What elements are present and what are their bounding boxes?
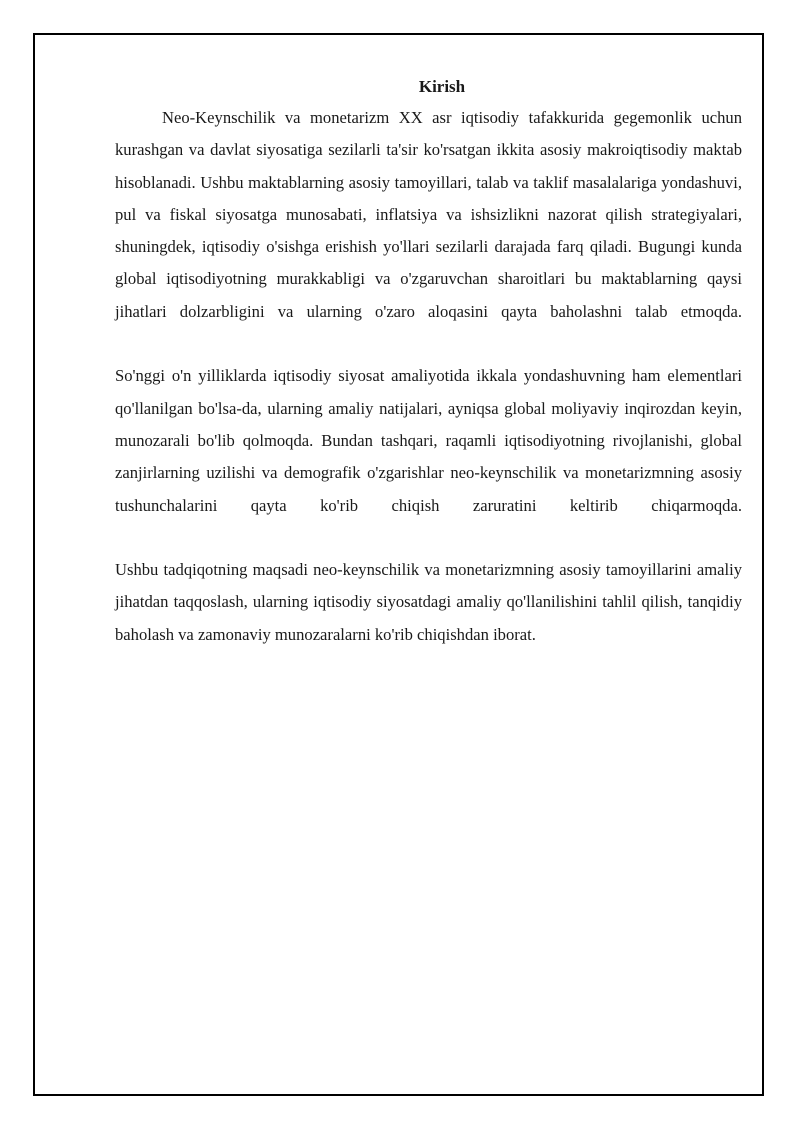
paragraph-gap [115,328,742,360]
paragraph-context: So'nggi o'n yilliklarda iqtisodiy siyosat amaliyotida ikkala yondashuvning ham elementlari qo'llanilgan bo'lsa-da, ularning amaliy natijalari, ayniqsa global moliyaviy inqirozdan keyin, munozarali bo'lib qolmoqda. Bundan tashqari, raqamli iqtisodiyotning rivojlanishi, global zanjirlarning uzilishi va demografik o'zgarishlar neo-keynschilik va monetarizmning asosiy tushunchalarini qayta ko'rib chiqish zaruratini keltirib chiqarmoqda. [115,366,742,515]
paragraph-gap [115,522,742,554]
paragraph-intro: Neo-Keynschilik va monetarizm XX asr iqtisodiy tafakkurida gegemonlik uchun kurashgan va davlat siyosatiga sezilarli ta'sir ko'rsatgan ikkita asosiy makroiqtisodiy maktab hisoblanadi. Ushbu maktablarning asosiy tamoyillari, talab va taklif masalalariga yondashuvi, pul va fiskal siyosatga munosabati, inflatsiya va ishsizlikni nazorat qilish strategiyalari, shuningdek, iqtisodiy o'sishga erishish yo'llari sezilarli darajada farq qiladi. Bugungi kunda global iqtisodiyotning murakkabligi va o'zgaruvchan sharoitlari bu maktablarning qaysi jihatlari dolzarbligini va ularning o'zaro aloqasini qayta baholashni talab etmoqda. [115,108,742,321]
document-body [115,72,742,651]
page-title: Kirish [418,77,466,96]
paragraph-aim: Ushbu tadqiqotning maqsadi neo-keynschilik va monetarizmning asosiy tamoyillarini amaliy jihatdan taqqoslash, ularning iqtisodiy siyosatdagi amaliy qo'llanilishini tahlil qilish, tanqidiy baholash va zamonaviy munozaralarni ko'rib chiqishdan iborat. [115,560,742,644]
